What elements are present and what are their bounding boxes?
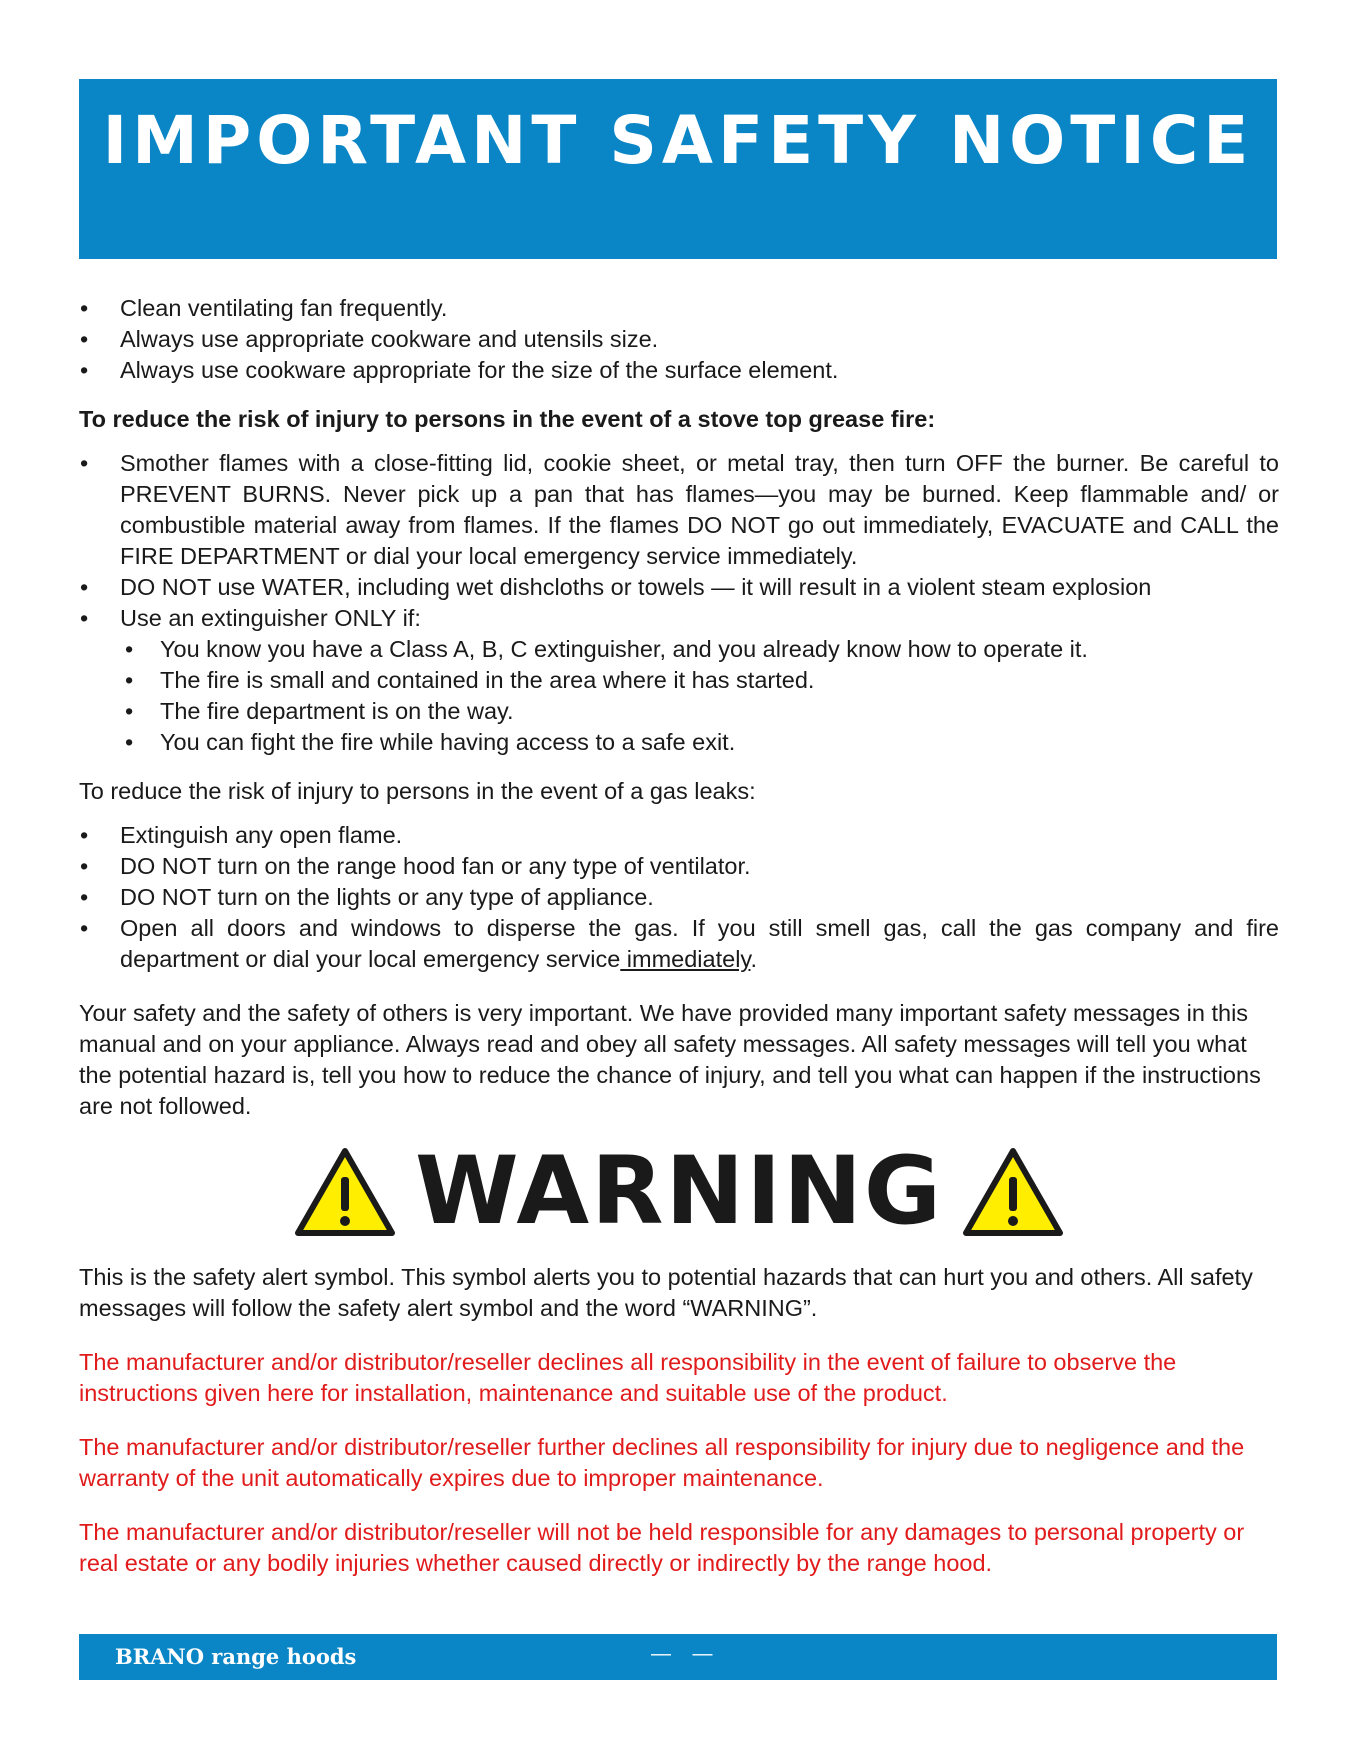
list-item: • Always use cookware appropriate for the size of the surface element. [79,355,1279,386]
document-body [79,293,1279,1579]
list-item: • You can fight the fire while having access to a safe exit. [79,727,1279,758]
gas-leak-heading: To reduce the risk of injury to persons in the event of a gas leaks: [79,778,756,804]
list-item: • Use an extinguisher ONLY if: [79,603,1279,634]
list-item: • You know you have a Class A, B, C extinguisher, and you already know how to operate it. [79,634,1279,665]
footer-bar [79,1634,1277,1680]
safety-paragraph: Your safety and the safety of others is very important. We have provided many important safety messages in this manual and on your appliance. Always read and obey all safety messages. All safety messages will tell you what the potential hazard is, tell you how to reduce the chance of injury, and tell you what can happen if the instructions are not followed. [79,1000,1261,1119]
disclaimer-paragraph: The manufacturer and/or distributor/reseller will not be held responsible for any damages to personal property or real estate or any bodily injuries whether caused directly or indirectly by the range hood. [79,1519,1245,1576]
alert-paragraph: This is the safety alert symbol. This symbol alerts you to potential hazards that can hurt you and others. All safety messages will follow the safety alert symbol and the word “WARNING”. [79,1264,1253,1321]
list-item: • DO NOT turn on the range hood fan or any type of ventilator. [79,851,1279,882]
page-title: IMPORTANT SAFETY NOTICE [102,102,1254,179]
list-item: • Smother flames with a close-fitting lid, cookie sheet, or metal tray, then turn OFF the burner. Be careful to PREVENT BURNS. Never pick up a pan that has flames—you may be burned. Keep flammable and/ or combustible material away from flames. If the flames DO NOT go out immediately, EVACUATE and CALL the FIRE DEPARTMENT or dial your local emergency service immediately. [79,448,1279,572]
disclaimer-paragraph: The manufacturer and/or distributor/reseller declines all responsibility in the event of failure to observe the instructions given here for installation, maintenance and suitable use of the product. [79,1349,1177,1406]
sentence-end: . [750,946,757,972]
disclaimer-paragraph: The manufacturer and/or distributor/reseller further declines all responsibility for injury due to negligence and the warranty of the unit automatically expires due to improper maintenance. [79,1434,1245,1491]
warning-banner [79,1136,1279,1248]
warning-heading: WARNING [414,1137,944,1246]
page-number-marker: — — [651,1643,721,1665]
underlined-emphasis: immediately [620,946,751,972]
grease-fire-list [79,448,1279,634]
header-banner [79,79,1277,259]
footer-brand: BRANO range hoods [115,1644,357,1669]
list-item: • Always use appropriate cookware and utensils size. [79,324,1279,355]
list-item: • DO NOT use WATER, including wet dishcloths or towels — it will result in a violent steam explosion [79,572,1279,603]
gas-leak-list [79,820,1279,975]
grease-fire-heading: To reduce the risk of injury to persons in the event of a stove top grease fire: [79,406,936,432]
gas-leak-last-text: Open all doors and windows to disperse the gas. If you still smell gas, call the gas company and fire department or dial your local emergency service [120,915,1279,972]
list-item: • Extinguish any open flame. [79,820,1279,851]
list-item: • DO NOT turn on the lights or any type of appliance. [79,882,1279,913]
general-tips-list [79,293,1279,386]
list-item: • The fire is small and contained in the area where it has started. [79,665,1279,696]
extinguisher-conditions-list [79,634,1279,758]
warning-triangle-icon [293,1145,397,1239]
warning-triangle-icon [961,1145,1065,1239]
list-item: • The fire department is on the way. [79,696,1279,727]
list-item [79,913,1279,975]
list-item: • Clean ventilating fan frequently. [79,293,1279,324]
